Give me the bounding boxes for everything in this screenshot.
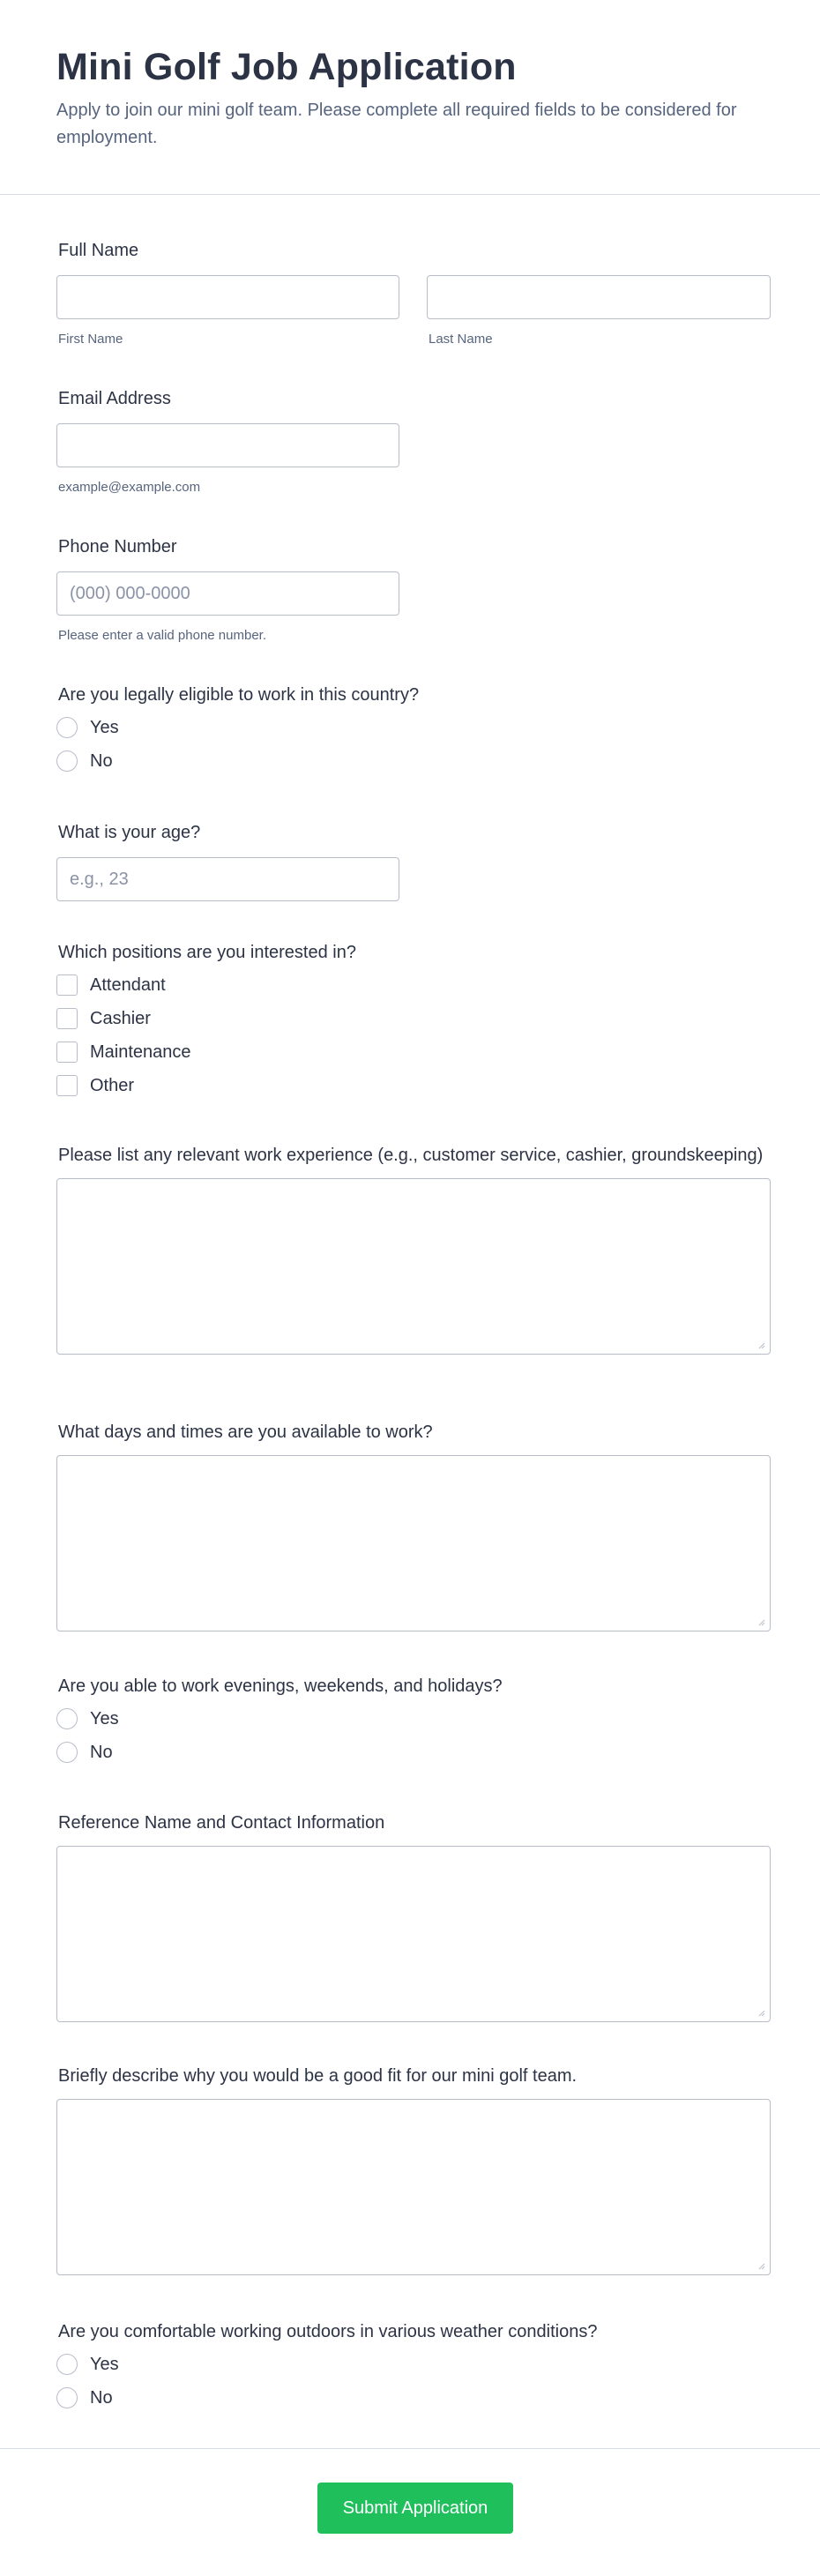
- option-label: No: [90, 750, 113, 771]
- eligible-option-yes[interactable]: [56, 711, 771, 744]
- option-label: Yes: [90, 1708, 119, 1729]
- fit-label: Briefly describe why you would be a good fit for our mini golf team.: [58, 2066, 578, 2086]
- radio-icon[interactable]: [56, 2354, 78, 2375]
- checkbox-icon[interactable]: [56, 1075, 78, 1096]
- outdoors-field: [56, 2319, 771, 2415]
- positions-label: Which positions are you interested in?: [58, 943, 356, 962]
- experience-label: Please list any relevant work experience (e.g., customer service, cashier, groundskeeping): [58, 1146, 764, 1165]
- reference-field: [56, 1811, 771, 2022]
- position-option-cashier[interactable]: [56, 1002, 771, 1035]
- radio-icon[interactable]: [56, 717, 78, 738]
- experience-field: [56, 1143, 771, 1355]
- phone-input[interactable]: (000) 000-0000: [56, 571, 399, 616]
- option-label: Yes: [90, 2354, 119, 2374]
- positions-field: [56, 940, 771, 1102]
- checkbox-icon[interactable]: [56, 1008, 78, 1029]
- position-option-maintenance[interactable]: [56, 1035, 771, 1069]
- availability-textarea[interactable]: [56, 1455, 771, 1631]
- outdoors-label: Are you comfortable working outdoors in various weather conditions?: [58, 2322, 598, 2341]
- email-sublabel: example@example.com: [58, 480, 201, 495]
- eligible-field: [56, 683, 771, 778]
- last-name-input[interactable]: [427, 275, 771, 319]
- form-footer: [0, 2448, 820, 2576]
- resize-grip-icon[interactable]: [757, 1341, 765, 1349]
- phone-sublabel: Please enter a valid phone number.: [58, 628, 266, 643]
- full-name-label: Full Name: [58, 241, 139, 260]
- checkbox-icon[interactable]: [56, 974, 78, 996]
- outdoors-option-yes[interactable]: [56, 2348, 771, 2381]
- evenings-label: Are you able to work evenings, weekends, and holidays?: [58, 1676, 503, 1696]
- eligible-label: Are you legally eligible to work in this country?: [58, 685, 420, 705]
- form-header: [0, 0, 820, 195]
- option-label: Other: [90, 1075, 135, 1095]
- last-name-sublabel: Last Name: [429, 332, 493, 347]
- evenings-option-no[interactable]: [56, 1736, 771, 1769]
- evenings-field: [56, 1674, 771, 1769]
- phone-field: [56, 534, 399, 643]
- position-option-other[interactable]: [56, 1069, 771, 1102]
- position-option-attendant[interactable]: [56, 968, 771, 1002]
- phone-label: Phone Number: [58, 537, 177, 556]
- outdoors-option-no[interactable]: [56, 2381, 771, 2415]
- availability-label: What days and times are you available to work?: [58, 1422, 433, 1442]
- availability-field: [56, 1420, 771, 1631]
- resize-grip-icon[interactable]: [757, 2262, 765, 2270]
- checkbox-icon[interactable]: [56, 1042, 78, 1063]
- option-label: Cashier: [90, 1008, 151, 1028]
- eligible-option-no[interactable]: [56, 744, 771, 778]
- evenings-option-yes[interactable]: [56, 1702, 771, 1736]
- reference-label: Reference Name and Contact Information: [58, 1813, 385, 1833]
- full-name-field: [56, 238, 771, 347]
- first-name-input[interactable]: [56, 275, 399, 319]
- page-title: Mini Golf Job Application: [56, 46, 517, 88]
- fit-textarea[interactable]: [56, 2099, 771, 2275]
- option-label: No: [90, 2387, 113, 2408]
- resize-grip-icon[interactable]: [757, 2009, 765, 2017]
- option-label: Maintenance: [90, 1042, 191, 1062]
- page-subtitle: Apply to join our mini golf team. Please complete all required fields to be considered for employment.: [56, 101, 737, 147]
- age-field: [56, 820, 399, 901]
- option-label: Attendant: [90, 974, 166, 995]
- email-label: Email Address: [58, 389, 171, 408]
- option-label: Yes: [90, 717, 119, 737]
- reference-textarea[interactable]: [56, 1846, 771, 2022]
- radio-icon[interactable]: [56, 1742, 78, 1763]
- email-input[interactable]: [56, 423, 399, 467]
- radio-icon[interactable]: [56, 2387, 78, 2408]
- radio-icon[interactable]: [56, 1708, 78, 1729]
- option-label: No: [90, 1742, 113, 1762]
- experience-textarea[interactable]: [56, 1178, 771, 1355]
- radio-icon[interactable]: [56, 750, 78, 772]
- age-input[interactable]: e.g., 23: [56, 857, 399, 901]
- email-field: [56, 386, 399, 495]
- submit-button[interactable]: Submit Application: [317, 2483, 513, 2534]
- resize-grip-icon[interactable]: [757, 1618, 765, 1626]
- first-name-sublabel: First Name: [58, 332, 123, 347]
- age-label: What is your age?: [58, 823, 201, 842]
- fit-field: [56, 2064, 771, 2275]
